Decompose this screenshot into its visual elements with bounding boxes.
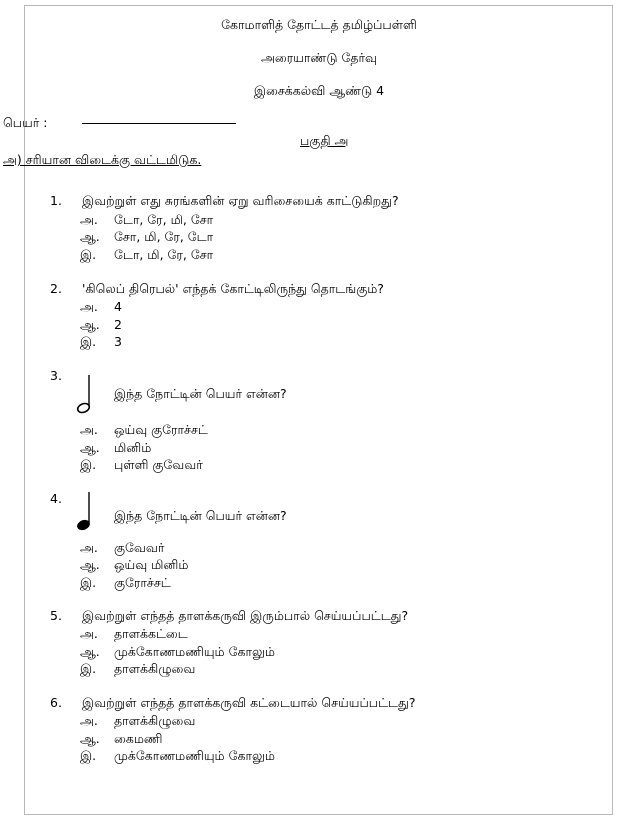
option-text[interactable]: முக்கோணமணியும் கோலும் [114, 644, 275, 659]
option-text[interactable]: மினிம் [114, 440, 152, 455]
option-label: அ. [80, 626, 98, 641]
option-text[interactable]: குவேவர் [114, 540, 165, 555]
question-number: 6. [50, 695, 62, 710]
question-text: இவற்றுள் எந்தத் தாளக்கருவி கட்டையால் செய்யப்பட்டது? [82, 695, 416, 710]
option-text[interactable]: 3 [114, 334, 122, 349]
option-text[interactable]: தாளக்கட்டை [114, 626, 188, 641]
option-label: இ. [80, 661, 97, 676]
option-label: அ. [80, 713, 98, 728]
option-label: அ. [80, 422, 98, 437]
option-label: ஆ. [80, 440, 100, 455]
option-text[interactable]: 4 [114, 299, 122, 314]
option-text[interactable]: கைமணி [114, 731, 163, 746]
option-text[interactable]: முக்கோணமணியும் கோலும் [114, 748, 275, 763]
option-text[interactable]: தாளக்கிழுவை [114, 713, 196, 728]
option-text[interactable]: புள்ளி குவேவர் [114, 457, 203, 472]
option-text[interactable]: ஒய்வு குரோச்சட் [114, 422, 208, 437]
option-label: அ. [80, 212, 98, 227]
subject-title: இசைக்கல்வி ஆண்டு 4 [253, 83, 385, 98]
question-number: 4. [50, 491, 62, 506]
name-label: பெயர் : [3, 115, 48, 130]
option-text[interactable]: குரோச்சட் [114, 575, 171, 590]
option-label: ஆ. [80, 644, 100, 659]
option-label: இ. [80, 575, 97, 590]
option-text[interactable]: 2 [114, 317, 122, 332]
option-label: இ. [80, 334, 97, 349]
option-text[interactable]: தாளக்கிழுவை [114, 661, 196, 676]
option-text[interactable]: டோ, ரே, மி, சோ [114, 212, 214, 227]
option-label: இ. [80, 247, 97, 262]
option-label: ஆ. [80, 317, 100, 332]
option-label: இ. [80, 748, 97, 763]
option-label: ஆ. [80, 229, 100, 244]
option-label: ஆ. [80, 731, 100, 746]
question-number: 5. [50, 608, 62, 623]
question-text: இவற்றுள் எந்தத் தாளக்கருவி இரும்பால் செய்யப்பட்டது? [82, 608, 409, 623]
option-label: இ. [80, 457, 97, 472]
instruction-text: அ) சரியான விடைக்கு வட்டமிடுக. [3, 152, 202, 167]
name-blank-line[interactable] [82, 123, 236, 124]
section-title: பகுதி அ [300, 133, 349, 148]
question-text: இந்த நோட்டின் பெயர் என்ன? [114, 508, 287, 523]
question-number: 1. [50, 193, 62, 208]
question-text: இவற்றுள் எது சுரங்களின் ஏறு வரிசையைக் காட்டுகிறது? [82, 193, 399, 208]
option-text[interactable]: டோ, மி, ரே, சோ [114, 247, 214, 262]
page-border [24, 5, 613, 815]
option-label: ஆ. [80, 557, 100, 572]
exam-title: அரையாண்டு தேர்வு [261, 50, 377, 65]
option-text[interactable]: ஒய்வு மினிம் [114, 557, 189, 572]
question-number: 3. [50, 368, 62, 383]
question-text: இந்த நோட்டின் பெயர் என்ன? [114, 386, 287, 401]
option-text[interactable]: சோ, மி, ரே, டோ [114, 229, 214, 244]
question-text: 'கிலெப் திரெபல்' எந்தக் கோட்டிலிருந்து தொடங்கும்? [82, 281, 384, 296]
option-label: அ. [80, 540, 98, 555]
option-label: அ. [80, 299, 98, 314]
question-number: 2. [50, 281, 62, 296]
school-name: கோமாளித் தோட்டத் தமிழ்ப்பள்ளி [221, 17, 417, 32]
half-note-icon [74, 373, 96, 415]
quarter-note-icon [74, 490, 96, 532]
